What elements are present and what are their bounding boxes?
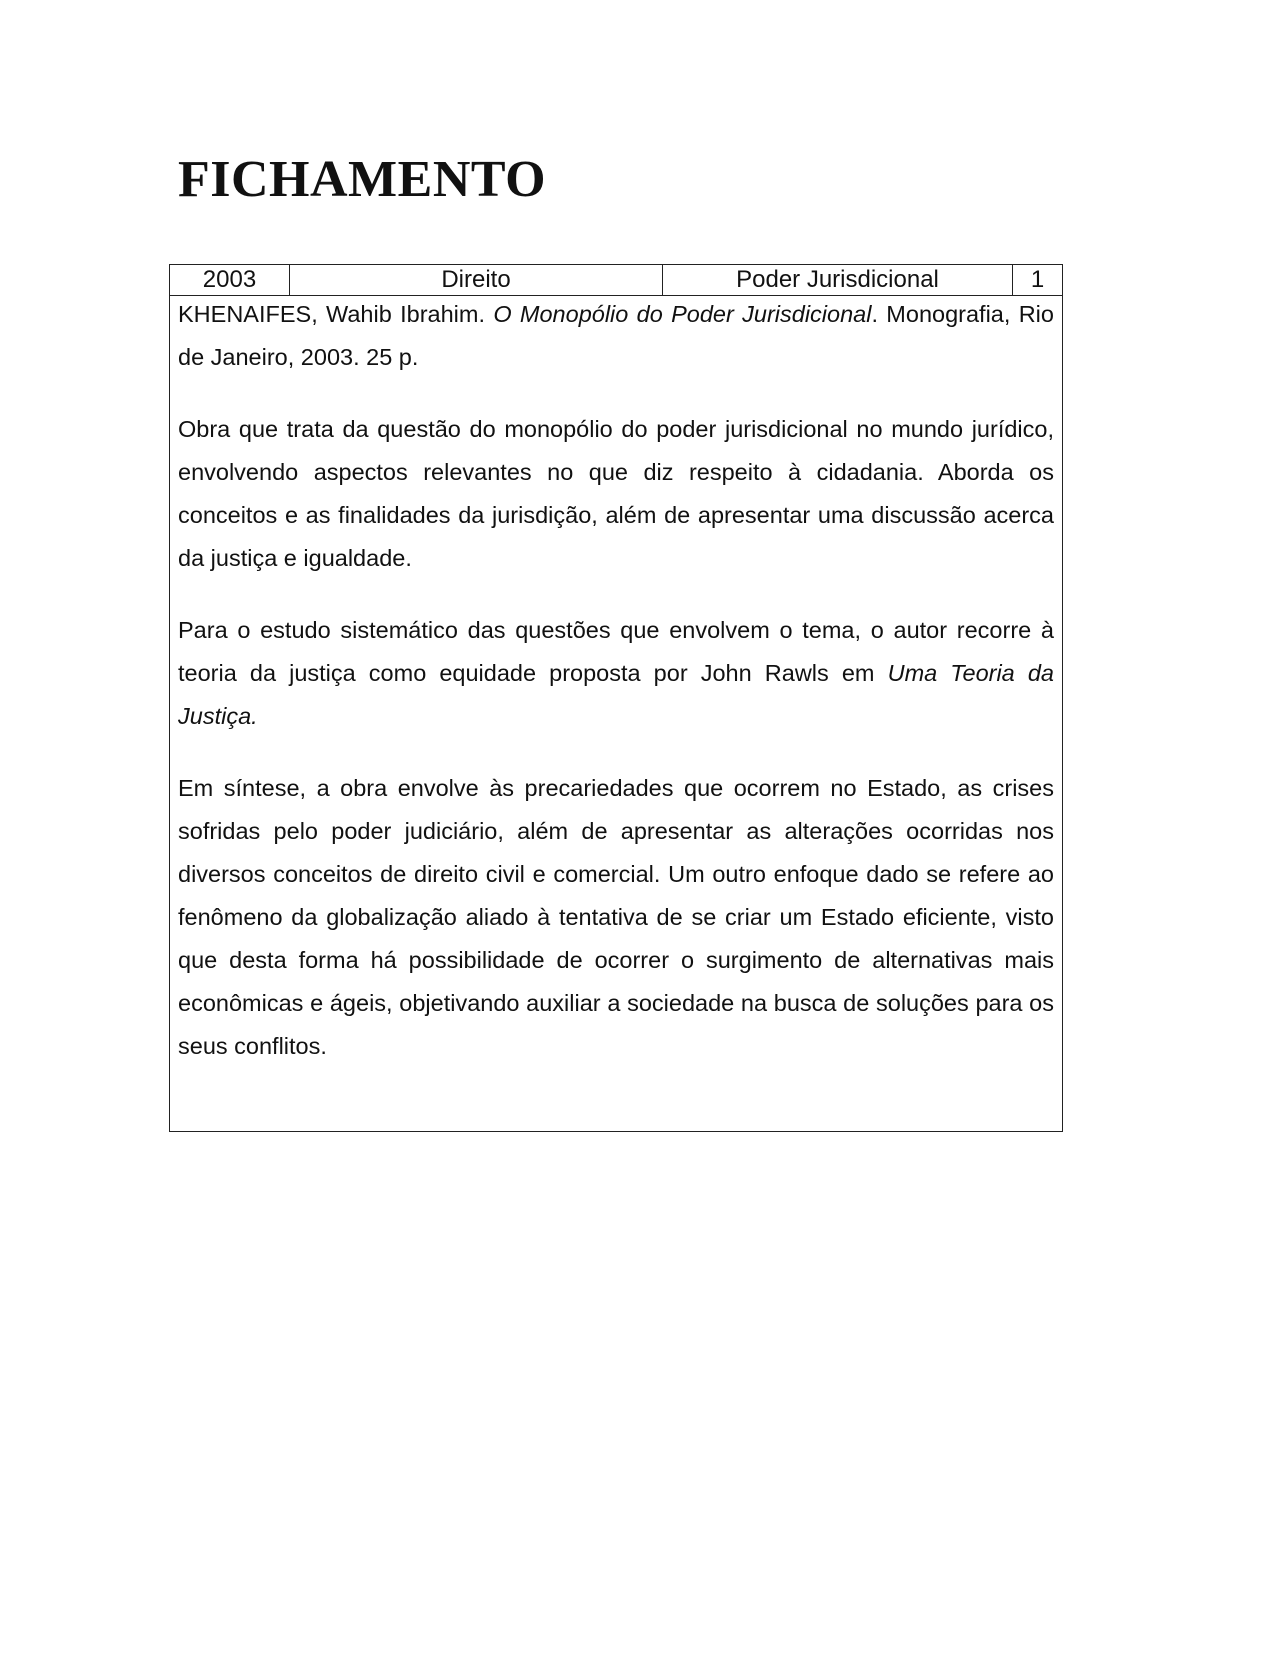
reference-work-title: O Monopólio do Poder Jurisdicional	[493, 301, 872, 327]
summary-paragraph-1: Obra que trata da questão do monopólio do poder jurisdicional no mundo jurídico, envolvendo aspectos relevantes no que diz respeito à cidadania. Aborda os conceitos e as finalidades da jurisdição, além de apresentar uma discussão acerca da justiça e igualdade.	[178, 416, 1054, 571]
summary-paragraph-2	[178, 609, 1054, 738]
summary-paragraph-3: Em síntese, a obra envolve às precariedades que ocorrem no Estado, as crises sofridas pelo poder judiciário, além de apresentar as alterações ocorridas nos diversos conceitos de direito civil e comercial. Um outro enfoque dado se refere ao fenômeno da globalização aliado à tentativa de se criar um Estado eficiente, visto que desta forma há possibilidade de ocorrer o surgimento de alternativas mais econômicas e ágeis, objetivando auxiliar a sociedade na busca de soluções para os seus conflitos.	[178, 775, 1054, 1059]
card-content	[170, 293, 1062, 1068]
area-cell: Direito	[290, 265, 663, 295]
card-header-row	[170, 265, 1062, 296]
bibliographic-reference	[178, 293, 1054, 379]
reference-details: . Monografia, Rio de Janeiro, 2003. 25 p.	[178, 301, 1054, 370]
reference-author: KHENAIFES, Wahib Ibrahim.	[178, 301, 494, 327]
page-title: FICHAMENTO	[178, 151, 547, 208]
year-cell: 2003	[170, 265, 290, 295]
cited-work-title: Uma Teoria da Justiça.	[178, 660, 1054, 729]
topic-cell: Poder Jurisdicional	[663, 265, 1013, 295]
reading-card	[169, 264, 1063, 1132]
summary-paragraph-2-text: Para o estudo sistemático das questões que envolvem o tema, o autor recorre à teoria da justiça como equidade proposta por John Rawls em	[178, 617, 1054, 686]
card-number-cell: 1	[1030, 266, 1045, 293]
